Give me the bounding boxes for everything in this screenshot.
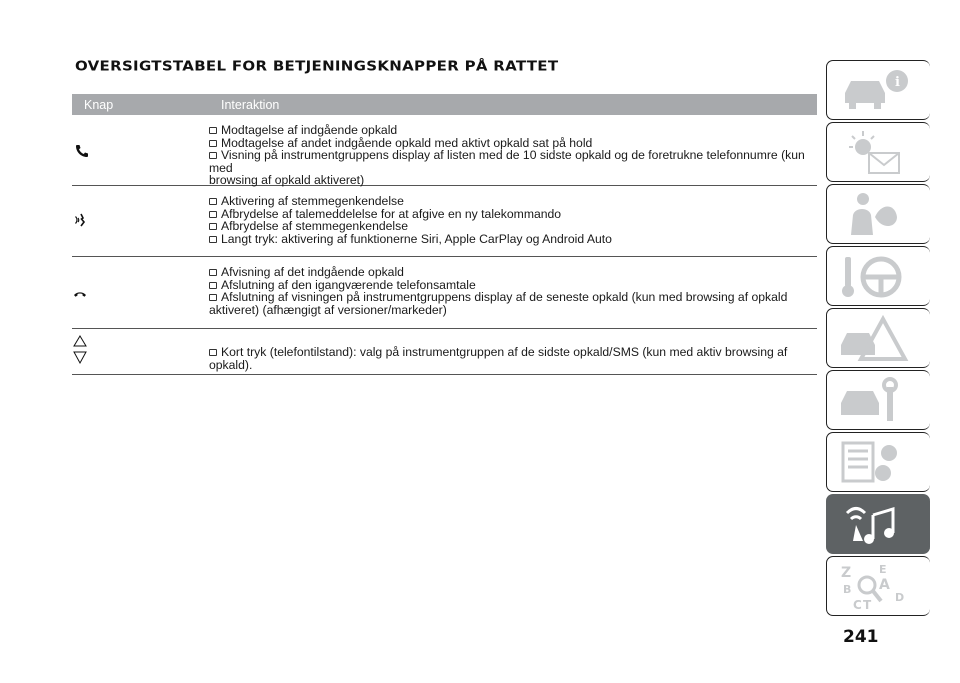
bullet-icon (209, 211, 217, 218)
table-header (72, 94, 817, 115)
tab-car-info[interactable] (826, 60, 930, 120)
header-interaction-column: Interaktion (221, 97, 280, 112)
row-text: Kort tryk (telefontilstand): valg på instrumentgruppen af de sidste opkald/SMS (kun med aktiv browsing af opkald). (209, 345, 788, 372)
page-number: 241 (843, 627, 879, 647)
phone-answer-icon (75, 144, 89, 158)
car-info-icon (839, 67, 909, 115)
row-text-continuation: aktiveret) (afhængigt af versioner/markeder) (209, 302, 447, 317)
index-icon (839, 563, 909, 611)
tab-technical-data[interactable] (826, 432, 930, 492)
warning-lights-icon (839, 129, 909, 177)
svg-text:E: E (879, 563, 887, 576)
maintenance-icon (839, 377, 909, 425)
table-row (72, 257, 817, 329)
bullet-icon (209, 140, 217, 147)
svg-text:T: T (863, 598, 872, 611)
tab-index[interactable] (826, 556, 930, 616)
bullet-icon (209, 282, 217, 289)
header-button-column: Knap (84, 97, 114, 112)
bullet-icon (209, 152, 217, 159)
phone-hangup-icon (73, 290, 87, 298)
tab-emergency[interactable] (826, 308, 930, 368)
row-text: Modtagelse af andet indgående opkald med aktivt opkald sat på hold (221, 135, 593, 150)
controls-table (72, 94, 817, 375)
table-row (72, 115, 817, 186)
svg-text:D: D (895, 591, 905, 604)
row-text: Afslutning af visningen på instrumentgruppens display af de seneste opkald (kun med browsing af opkald (221, 290, 788, 305)
bullet-icon (209, 236, 217, 243)
row-text: Langt tryk: aktivering af funktionerne Siri, Apple CarPlay og Android Auto (221, 231, 612, 246)
row-text-continuation: browsing af opkald aktiveret) (209, 173, 365, 188)
page-title: OVERSIGTSTABEL FOR BETJENINGSKNAPPER PÅ RATTET (75, 58, 559, 75)
svg-text:i: i (895, 75, 900, 90)
table-row (72, 329, 817, 375)
svg-text:Z: Z (841, 565, 852, 581)
multimedia-icon (839, 501, 909, 549)
row-text: Modtagelse af indgående opkald (221, 123, 398, 137)
row-text: Afbrydelse af talemeddelelse for at afgive en ny talekommando (221, 206, 562, 221)
row-text: Visning på instrumentgruppens display af listen med de 10 sidste opkald og de foretrukne telefonnumre (kun med (209, 148, 805, 175)
bullet-icon (209, 294, 217, 301)
table-row (72, 186, 817, 257)
bullet-icon (209, 198, 217, 205)
svg-text:A: A (879, 577, 890, 593)
svg-text:C: C (853, 598, 862, 611)
bullet-icon (209, 349, 217, 356)
row-text: Afslutning af den igangværende telefonsamtale (221, 277, 476, 292)
up-down-arrows-icon (73, 335, 87, 365)
svg-text:B: B (843, 583, 852, 596)
tab-starting-driving[interactable] (826, 246, 930, 306)
voice-command-icon (73, 212, 87, 228)
emergency-icon (839, 315, 909, 363)
bullet-icon (209, 223, 217, 230)
row-text: Afbrydelse af stemmegenkendelse (221, 219, 408, 234)
tab-maintenance[interactable] (826, 370, 930, 430)
row-text: Aktivering af stemmegenkendelse (221, 194, 404, 208)
tab-multimedia[interactable] (826, 494, 930, 554)
tab-warning-lights[interactable] (826, 122, 930, 182)
bullet-icon (209, 127, 217, 134)
row-text: Afvisning af det indgående opkald (221, 265, 404, 279)
technical-data-icon (839, 439, 909, 487)
airbag-safety-icon (839, 191, 909, 239)
tab-safety[interactable] (826, 184, 930, 244)
key-steering-icon (839, 253, 909, 301)
bullet-icon (209, 269, 217, 276)
